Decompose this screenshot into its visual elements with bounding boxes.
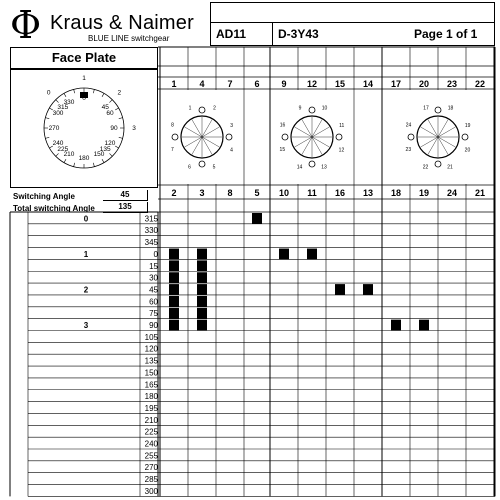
terminal-top-label: 23 <box>446 79 458 89</box>
deck-terminal <box>408 134 414 140</box>
dial-position-label: 1 <box>82 75 86 82</box>
dial-angle-label: 180 <box>78 155 90 162</box>
deck-terminal-label: 7 <box>170 146 174 153</box>
row-angle-label: 300 <box>144 486 158 496</box>
dial-angle-label: 0 <box>82 95 86 102</box>
row-angle-label: 180 <box>144 392 158 402</box>
dial-angle-label: 210 <box>63 150 75 158</box>
row-angle-label: 255 <box>144 451 158 461</box>
switching-angle-label: Switching Angle <box>13 192 75 201</box>
dial-angle-label: 225 <box>57 146 69 154</box>
row-angle-label: 285 <box>144 475 158 485</box>
row-angle-label: 45 <box>149 285 158 295</box>
contact-closed-mark <box>197 249 207 260</box>
deck-terminal <box>435 161 441 167</box>
row-angle-label: 30 <box>149 273 158 283</box>
dial-position-label: 0 <box>46 89 51 97</box>
terminal-top-label: 22 <box>474 79 486 89</box>
contact-closed-mark <box>391 320 401 331</box>
brand-tagline: BLUE LINE switchgear <box>88 34 170 43</box>
deck-terminal-label: 15 <box>279 146 286 153</box>
contact-closed-mark <box>419 320 429 331</box>
terminal-top-label: 17 <box>390 79 402 89</box>
dial-angle-label: 300 <box>52 110 64 117</box>
contact-closed-mark <box>307 249 317 260</box>
terminal-bottom-label: 21 <box>474 188 486 198</box>
deck-terminal-label: 20 <box>464 147 471 154</box>
contact-closed-mark <box>252 213 262 224</box>
terminal-top-label: 7 <box>227 79 233 89</box>
row-position-label: 1 <box>83 249 89 259</box>
drawing-number: D-3Y43 <box>278 27 319 41</box>
terminal-bottom-label: 24 <box>446 188 458 198</box>
deck-terminal-label: 1 <box>188 105 192 112</box>
row-angle-label: 270 <box>144 463 158 473</box>
terminal-bottom-label: 5 <box>254 188 260 198</box>
row-angle-label: 105 <box>144 332 158 342</box>
row-angle-label: 240 <box>144 439 158 449</box>
logo-phi-symbol: Φ <box>10 3 42 47</box>
terminal-top-label: 14 <box>362 79 374 89</box>
terminal-bottom-label: 18 <box>390 188 402 198</box>
deck-terminal-label: 6 <box>188 164 191 171</box>
deck-terminal-label: 21 <box>447 164 453 171</box>
dial-position-label: 2 <box>117 89 122 97</box>
terminal-bottom-label: 19 <box>418 188 430 198</box>
deck-terminal <box>172 134 178 140</box>
terminal-top-label: 20 <box>418 79 430 89</box>
contact-closed-mark <box>197 320 207 331</box>
contact-closed-mark <box>279 249 289 260</box>
dial-angle-label: 240 <box>52 140 64 147</box>
deck-terminal-label: 16 <box>279 122 286 129</box>
deck-terminal-label: 9 <box>298 105 302 112</box>
row-angle-label: 165 <box>144 380 158 390</box>
contact-closed-mark <box>197 272 207 283</box>
deck-terminal-label: 11 <box>339 123 345 130</box>
contact-closed-mark <box>169 320 179 331</box>
face-plate-title: Face Plate <box>10 47 158 69</box>
contact-closed-mark <box>335 284 345 295</box>
deck-terminal <box>336 134 342 140</box>
deck-terminal-label: 8 <box>171 122 174 129</box>
dial-angle-label: 60 <box>106 110 114 117</box>
contact-closed-mark <box>169 284 179 295</box>
total-switching-angle-label: Total switching Angle <box>13 204 95 213</box>
terminal-bottom-label: 13 <box>362 188 374 198</box>
contact-closed-mark <box>169 272 179 283</box>
deck-terminal-label: 4 <box>230 147 233 154</box>
deck-terminal-label: 12 <box>338 147 345 154</box>
dial-angle-label: 135 <box>99 146 111 154</box>
deck-terminal <box>199 107 205 113</box>
deck-terminal-label: 3 <box>230 123 234 130</box>
row-angle-label: 195 <box>144 403 158 413</box>
row-position-label: 0 <box>83 214 89 224</box>
terminal-top-label: 1 <box>171 79 177 89</box>
deck-terminal-label: 17 <box>423 105 429 112</box>
contact-closed-mark <box>197 308 207 319</box>
terminal-top-label: 6 <box>254 79 260 89</box>
terminal-bottom-label: 3 <box>199 188 205 198</box>
contact-closed-mark <box>197 284 207 295</box>
switching-angle-value: 45 <box>120 190 130 199</box>
deck-terminal <box>435 107 441 113</box>
part-code: AD11 <box>216 27 247 41</box>
terminal-bottom-label: 2 <box>171 188 177 198</box>
deck-terminal <box>226 134 232 140</box>
deck-terminal <box>199 161 205 167</box>
deck-terminal-label: 19 <box>464 123 471 130</box>
dial-angle-label: 45 <box>101 103 109 111</box>
deck-terminal <box>309 107 315 113</box>
row-angle-label: 0 <box>153 249 158 259</box>
row-position-label: 2 <box>83 285 89 295</box>
deck-terminal-label: 23 <box>405 146 412 153</box>
row-angle-label: 75 <box>149 309 158 319</box>
terminal-bottom-label: 10 <box>278 188 290 198</box>
contact-closed-mark <box>197 260 207 271</box>
dial-angle-label: 270 <box>48 125 60 132</box>
contact-closed-mark <box>197 296 207 307</box>
contact-closed-mark <box>169 249 179 260</box>
dial-angle-label: 315 <box>57 103 69 111</box>
contact-closed-mark <box>169 260 179 271</box>
page-indicator: Page 1 of 1 <box>414 27 478 41</box>
row-angle-label: 120 <box>144 344 158 354</box>
dial-position-label: 3 <box>132 125 136 132</box>
deck-terminal <box>282 134 288 140</box>
deck-terminal-label: 13 <box>321 164 327 171</box>
deck-terminal <box>462 134 468 140</box>
dial-angle-label: 120 <box>104 140 116 147</box>
row-angle-label: 345 <box>144 238 158 248</box>
row-angle-label: 225 <box>144 427 158 437</box>
row-angle-label: 315 <box>144 214 158 224</box>
brand-name: Kraus & Naimer <box>50 12 194 34</box>
terminal-bottom-label: 8 <box>227 188 233 198</box>
terminal-bottom-label: 11 <box>307 188 317 198</box>
deck-terminal-label: 24 <box>405 122 412 129</box>
row-angle-label: 330 <box>144 226 158 236</box>
deck-terminal-label: 10 <box>321 105 328 112</box>
row-angle-label: 135 <box>144 356 158 366</box>
deck-terminal-label: 18 <box>447 105 454 112</box>
row-angle-label: 60 <box>149 297 158 307</box>
terminal-top-label: 15 <box>334 79 346 89</box>
dial-angle-label: 90 <box>110 125 118 132</box>
terminal-top-label: 4 <box>199 79 205 89</box>
row-angle-label: 15 <box>149 261 158 271</box>
deck-terminal-label: 5 <box>212 164 216 171</box>
deck-terminal-label: 2 <box>213 105 216 112</box>
terminal-top-label: 12 <box>306 79 318 89</box>
terminal-top-label: 9 <box>281 79 287 89</box>
row-angle-label: 150 <box>144 368 158 378</box>
deck-terminal <box>309 161 315 167</box>
row-position-label: 3 <box>83 321 89 330</box>
contact-closed-mark <box>169 308 179 319</box>
row-angle-label: 210 <box>144 415 158 425</box>
terminal-bottom-label: 16 <box>334 188 346 198</box>
deck-terminal-label: 22 <box>422 164 429 171</box>
total-switching-angle-value: 135 <box>118 202 132 211</box>
deck-terminal-label: 14 <box>296 164 303 171</box>
row-angle-label: 90 <box>149 321 158 330</box>
dial-angle-label: 330 <box>63 99 75 107</box>
dial-angle-label: 150 <box>93 150 105 158</box>
contact-closed-mark <box>363 284 373 295</box>
contact-closed-mark <box>169 296 179 307</box>
